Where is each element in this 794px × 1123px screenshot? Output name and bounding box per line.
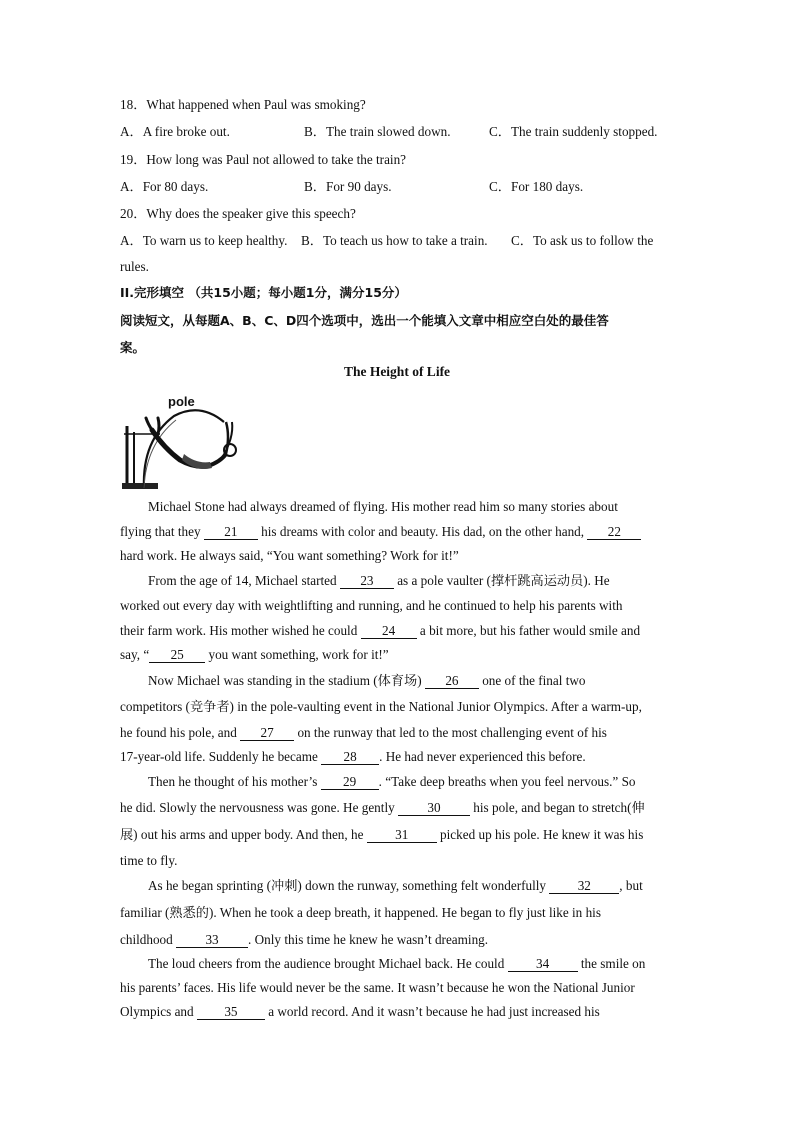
question-18-option-c: C．The train suddenly stopped.	[489, 124, 658, 139]
p2-line-1-b: as a pole vaulter (撑杆跳高运动员). He	[393, 573, 610, 588]
p4-line-3-b: picked up his pole. He knew it was his	[436, 827, 644, 842]
p1-line-2-b: his dreams with color and beauty. His dad, on the other hand,	[257, 524, 588, 539]
p5-line-3-b: . Only this time he knew he wasn’t dreaming.	[248, 932, 489, 947]
question-19-option-a: A．For 80 days.	[120, 179, 209, 194]
figure-label-pole: pole	[168, 394, 195, 409]
blank-27	[240, 726, 294, 741]
question-18-stem: 18．What happened when Paul was smoking?	[120, 97, 366, 112]
p2-line-4	[120, 646, 680, 664]
p2-line-1	[148, 572, 708, 590]
p4-line-2-a: he did. Slowly the nervousness was gone. He gently	[120, 800, 398, 815]
p6-line-3-a: Olympics and	[120, 1004, 197, 1019]
p4-line-2-b: his pole, and began to stretch(伸	[470, 800, 645, 815]
blank-24	[361, 624, 417, 639]
blank-23-number: 23	[360, 573, 374, 588]
blank-32-number: 32	[577, 878, 591, 893]
question-20-stem: 20．Why does the speaker give this speech?	[120, 206, 356, 221]
blank-21-number: 21	[224, 524, 238, 539]
p2-line-4-a: say, “	[120, 647, 150, 662]
p2-line-3-b: a bit more, but his father would smile and	[416, 623, 641, 638]
p5-line-1	[148, 877, 708, 895]
p1-line-2-a: flying that they	[120, 524, 204, 539]
blank-29	[321, 775, 379, 790]
blank-33	[176, 933, 248, 948]
p5-line-1-a: As he began sprinting (冲刺) down the runway, something felt wonderfully	[148, 878, 550, 893]
blank-35-number: 35	[224, 1004, 238, 1019]
p4-line-1-a: Then he thought of his mother’s	[148, 774, 321, 789]
article-title: The Height of Life	[343, 364, 451, 379]
blank-26-number: 26	[445, 673, 459, 688]
p6-line-3-b: a world record. And it wasn’t because he had just increased his	[264, 1004, 600, 1019]
blank-24-number: 24	[382, 623, 396, 638]
blank-25	[149, 648, 205, 663]
blank-29-number: 29	[343, 774, 357, 789]
blank-27-number: 27	[260, 725, 274, 740]
blank-26	[425, 674, 479, 689]
p2-line-3-a: their farm work. His mother wished he could	[120, 623, 361, 638]
blank-28-number: 28	[343, 749, 357, 764]
p3-line-4-b: . He had never experienced this before.	[379, 749, 586, 764]
blank-22-number: 22	[607, 524, 621, 539]
p3-line-1	[148, 672, 708, 690]
question-19-option-b: B．For 90 days.	[304, 179, 392, 194]
section-heading: II.完形填空 （共15小题；每小题1分，满分15分）	[120, 285, 407, 300]
p4-line-2	[120, 799, 680, 817]
p3-line-1-a: Now Michael was standing in the stadium (体育场)	[148, 673, 425, 688]
blank-32	[549, 879, 619, 894]
p1-line-3: hard work. He always said, “You want something? Work for it!”	[120, 548, 459, 563]
p1-line-1: Michael Stone had always dreamed of flying. His mother read him so many stories about	[148, 499, 618, 514]
p3-line-4-a: 17-year-old life. Suddenly he became	[120, 749, 322, 764]
p6-line-1	[148, 955, 708, 973]
p2-line-1-a: From the age of 14, Michael started	[148, 573, 340, 588]
question-20-option-a: A．To warn us to keep healthy.	[120, 233, 288, 248]
p6-line-1-b: the smile on	[577, 956, 646, 971]
p4-line-3-a: 展) out his arms and upper body. And then, he	[120, 827, 367, 842]
blank-35	[197, 1005, 265, 1020]
question-19-stem: 19．How long was Paul not allowed to take the train?	[120, 152, 407, 167]
question-18-option-a: A．A fire broke out.	[120, 124, 230, 139]
blank-31-number: 31	[395, 827, 409, 842]
blank-30	[398, 801, 470, 816]
p3-line-1-b: one of the final two	[478, 673, 586, 688]
blank-22	[587, 525, 641, 540]
p3-line-2: competitors (竞争者) in the pole-vaulting event in the National Junior Olympics. After a warm-up,	[120, 699, 642, 714]
p5-line-2: familiar (熟悉的). When he took a deep breath, it happened. He began to fly just like in his	[120, 905, 601, 920]
p2-line-3	[120, 622, 680, 640]
p3-line-3	[120, 724, 680, 742]
question-20-option-c: C．To ask us to follow the	[511, 233, 654, 248]
p6-line-1-a: The loud cheers from the audience brought Michael back. He could	[148, 956, 508, 971]
blank-30-number: 30	[427, 800, 441, 815]
p4-line-1-b: . “Take deep breaths when you feel nervous.” So	[378, 774, 636, 789]
p6-line-2: his parents’ faces. His life would never be the same. It wasn’t because he won the National Junior	[120, 980, 635, 995]
p5-line-1-b: , but	[619, 878, 643, 893]
p4-line-1	[148, 773, 708, 791]
p3-line-3-b: on the runway that led to the most challenging event of his	[294, 725, 607, 740]
section-instruction-line-1: 阅读短文，从每题A、B、C、D四个选项中，选出一个能填入文章中相应空白处的最佳答	[120, 313, 609, 328]
question-19-option-c: C．For 180 days.	[489, 179, 584, 194]
blank-23	[340, 574, 394, 589]
p4-line-4: time to fly.	[120, 853, 178, 868]
blank-33-number: 33	[205, 932, 219, 947]
p5-line-3-a: childhood	[120, 932, 177, 947]
question-18-option-b: B．The train slowed down.	[304, 124, 451, 139]
p3-line-3-a: he found his pole, and	[120, 725, 241, 740]
p2-line-4-b: you want something, work for it!”	[205, 647, 389, 662]
blank-21	[204, 525, 258, 540]
p2-line-2: worked out every day with weightlifting and running, and he continued to help his parents with	[120, 598, 623, 613]
question-20-option-b: B．To teach us how to take a train.	[301, 233, 488, 248]
blank-28	[321, 750, 379, 765]
blank-34	[508, 957, 578, 972]
p4-line-3	[120, 826, 680, 844]
section-instruction-line-2: 案。	[120, 340, 146, 355]
p3-line-4	[120, 748, 680, 766]
pole-vaulter-illustration	[122, 388, 252, 492]
p5-line-3	[120, 931, 680, 949]
p1-line-2	[120, 523, 680, 541]
blank-25-number: 25	[170, 647, 184, 662]
question-20-option-c-wrap: rules.	[120, 259, 149, 274]
blank-34-number: 34	[536, 956, 550, 971]
blank-31	[367, 828, 437, 843]
p6-line-3	[120, 1003, 680, 1021]
